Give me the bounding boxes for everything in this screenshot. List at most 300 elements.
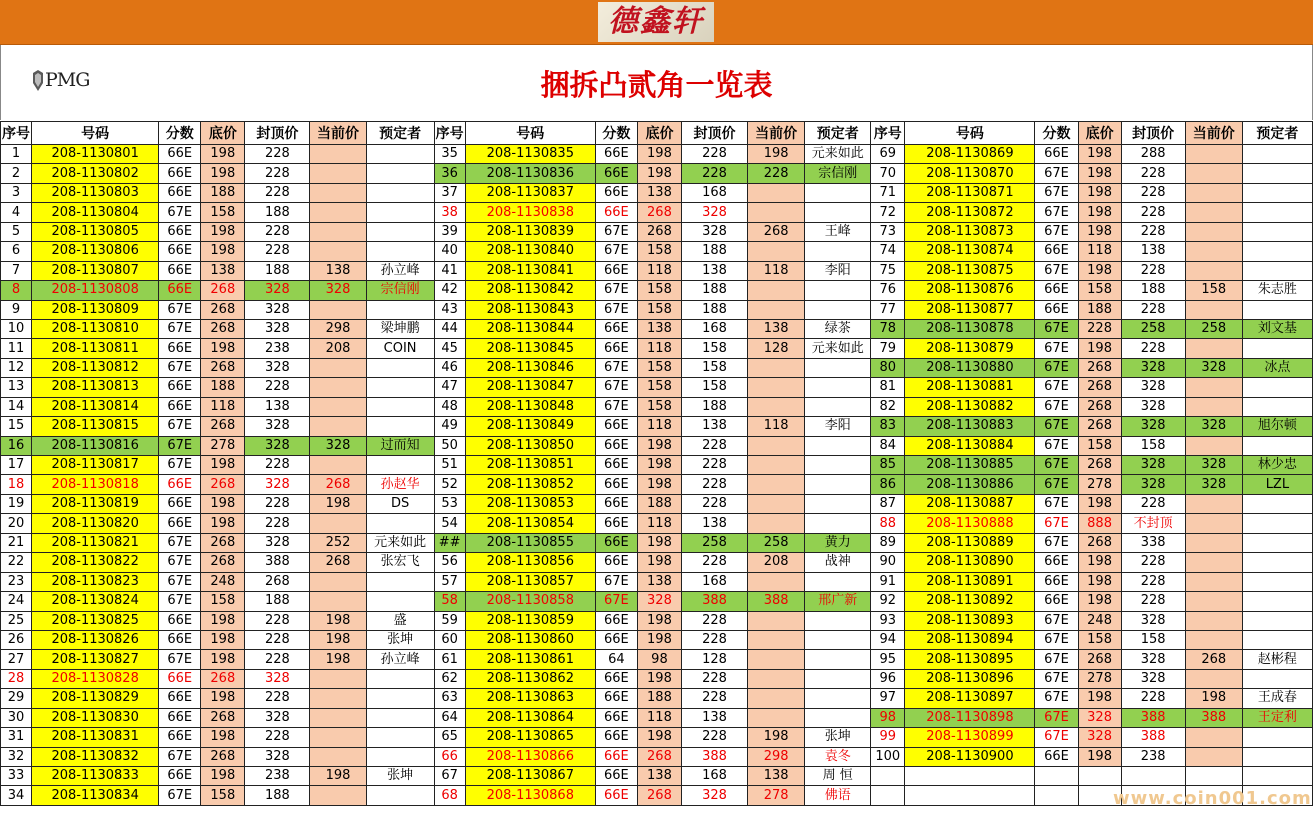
buyer-cell (1242, 436, 1312, 455)
code-cell: 208-1130872 (905, 203, 1035, 222)
current-price-cell: 328 (1185, 417, 1242, 436)
code-cell: 208-1130835 (465, 145, 595, 164)
grade-cell: 67E (1035, 319, 1078, 338)
code-cell: 208-1130867 (465, 767, 595, 786)
code-cell: 208-1130852 (465, 475, 595, 494)
buyer-cell (805, 397, 871, 416)
grade-cell: 66E (1035, 553, 1078, 572)
seq-cell: 76 (871, 281, 905, 300)
buyer-cell (1242, 261, 1312, 280)
code-cell: 208-1130860 (465, 630, 595, 649)
current-price-cell (748, 475, 805, 494)
grade-cell: 67E (159, 553, 201, 572)
seq-cell: 44 (434, 319, 465, 338)
grade-cell: 66E (1035, 300, 1078, 319)
current-price-cell: 252 (310, 533, 366, 552)
grade-cell: 67E (159, 358, 201, 377)
code-cell: 208-1130869 (905, 145, 1035, 164)
cap-price-cell: 228 (681, 164, 747, 183)
seq-cell: 73 (871, 222, 905, 241)
cap-price-cell: 328 (681, 786, 747, 805)
buyer-cell: 赵彬程 (1242, 650, 1312, 669)
grade-cell: 67E (595, 378, 637, 397)
grade-cell: 66E (595, 183, 637, 202)
header-buyer: 预定者 (366, 122, 434, 145)
code-cell: 208-1130865 (465, 728, 595, 747)
cap-price-cell: 158 (1121, 630, 1185, 649)
floor-price-cell: 198 (201, 164, 245, 183)
buyer-cell: 梁坤鹏 (366, 319, 434, 338)
seq-cell: 13 (1, 378, 32, 397)
code-cell: 208-1130881 (905, 378, 1035, 397)
buyer-cell (805, 378, 871, 397)
code-cell: 208-1130898 (905, 708, 1035, 727)
current-price-cell (1185, 572, 1242, 591)
code-cell: 208-1130889 (905, 533, 1035, 552)
seq-cell: 49 (434, 417, 465, 436)
code-cell: 208-1130843 (465, 300, 595, 319)
cap-price-cell: 228 (245, 183, 310, 202)
grade-cell: 67E (159, 417, 201, 436)
cap-price-cell: 228 (681, 456, 747, 475)
current-price-cell (1185, 669, 1242, 688)
table-row (1, 630, 1313, 649)
current-price-cell: 208 (310, 339, 366, 358)
buyer-cell: 王成春 (1242, 689, 1312, 708)
buyer-cell: DS (366, 494, 434, 513)
code-cell: 208-1130893 (905, 611, 1035, 630)
cap-price-cell: 328 (1121, 650, 1185, 669)
cap-price-cell: 128 (681, 650, 747, 669)
grade-cell: 66E (595, 669, 637, 688)
grade-cell: 67E (1035, 514, 1078, 533)
floor-price-cell: 138 (201, 261, 245, 280)
buyer-cell (805, 436, 871, 455)
table-row (1, 475, 1313, 494)
cap-price-cell: 328 (1121, 358, 1185, 377)
code-cell: 208-1130849 (465, 417, 595, 436)
current-price-cell (748, 611, 805, 630)
current-price-cell (1185, 514, 1242, 533)
code-cell: 208-1130851 (465, 456, 595, 475)
cap-price-cell: 388 (681, 592, 747, 611)
seq-cell: 23 (1, 572, 32, 591)
buyer-cell (805, 300, 871, 319)
cap-price-cell: 228 (681, 475, 747, 494)
price-list-table (0, 121, 1313, 806)
buyer-cell: 袁冬 (805, 747, 871, 766)
table-row (1, 339, 1313, 358)
cap-price-cell: 328 (245, 358, 310, 377)
current-price-cell (310, 417, 366, 436)
seq-cell: 20 (1, 514, 32, 533)
code-cell: 208-1130816 (32, 436, 159, 455)
floor-price-cell: 138 (637, 767, 681, 786)
cap-price-cell: 228 (1121, 203, 1185, 222)
seq-cell: 34 (1, 786, 32, 805)
floor-price-cell: 268 (201, 319, 245, 338)
seq-cell: 45 (434, 339, 465, 358)
floor-price-cell: 138 (637, 572, 681, 591)
current-price-cell (1185, 145, 1242, 164)
table-row (1, 669, 1313, 688)
buyer-cell (805, 689, 871, 708)
buyer-cell: 佛语 (805, 786, 871, 805)
grade-cell: 67E (595, 300, 637, 319)
seq-cell: 11 (1, 339, 32, 358)
seq-cell: 41 (434, 261, 465, 280)
floor-price-cell: 138 (637, 319, 681, 338)
buyer-cell (1242, 164, 1312, 183)
grade-cell: 67E (1035, 203, 1078, 222)
current-price-cell (310, 378, 366, 397)
table-row (1, 242, 1313, 261)
table-row (1, 708, 1313, 727)
code-cell: 208-1130853 (465, 494, 595, 513)
buyer-cell (805, 630, 871, 649)
cap-price-cell: 238 (1121, 747, 1185, 766)
seq-cell: 47 (434, 378, 465, 397)
cap-price-cell: 228 (681, 669, 747, 688)
buyer-cell (366, 145, 434, 164)
current-price-cell (748, 436, 805, 455)
current-price-cell (1185, 592, 1242, 611)
cap-price-cell: 228 (245, 242, 310, 261)
current-price-cell (310, 203, 366, 222)
seq-cell: 79 (871, 339, 905, 358)
floor-price-cell: 158 (1078, 630, 1121, 649)
floor-price-cell: 198 (637, 553, 681, 572)
current-price-cell: 298 (748, 747, 805, 766)
code-cell: 208-1130880 (905, 358, 1035, 377)
current-price-cell: 138 (310, 261, 366, 280)
current-price-cell: 328 (1185, 475, 1242, 494)
floor-price-cell: 198 (201, 514, 245, 533)
seq-cell: 22 (1, 553, 32, 572)
current-price-cell (310, 358, 366, 377)
buyer-cell: 绿茶 (805, 319, 871, 338)
buyer-cell (366, 183, 434, 202)
seq-cell: 85 (871, 456, 905, 475)
grade-cell: 66E (159, 728, 201, 747)
grade-cell: 66E (595, 514, 637, 533)
cap-price-cell: 228 (681, 630, 747, 649)
floor-price-cell: 198 (637, 436, 681, 455)
floor-price-cell: 278 (1078, 669, 1121, 688)
current-price-cell (748, 708, 805, 727)
cap-price-cell: 168 (681, 572, 747, 591)
cap-price-cell: 188 (681, 300, 747, 319)
code-cell: 208-1130833 (32, 767, 159, 786)
header-code: 号码 (32, 122, 159, 145)
seq-cell: 62 (434, 669, 465, 688)
cap-price-cell: 228 (681, 689, 747, 708)
grade-cell: 66E (159, 339, 201, 358)
floor-price-cell: 198 (637, 145, 681, 164)
floor-price-cell: 118 (637, 261, 681, 280)
seq-cell: 58 (434, 592, 465, 611)
grade-cell: 67E (159, 650, 201, 669)
cap-price-cell: 228 (1121, 572, 1185, 591)
grade-cell: 66E (595, 164, 637, 183)
seq-cell: 92 (871, 592, 905, 611)
watermark: www.coin001.com (1113, 788, 1312, 809)
cap-price-cell: 328 (1121, 611, 1185, 630)
grade-cell: 67E (1035, 728, 1078, 747)
buyer-cell: 宗信刚 (805, 164, 871, 183)
seq-cell: ## (434, 533, 465, 552)
seq-cell: 87 (871, 494, 905, 513)
current-price-cell (1185, 494, 1242, 513)
floor-price-cell: 158 (637, 358, 681, 377)
cap-price-cell: 328 (245, 319, 310, 338)
header-floor-price: 底价 (201, 122, 245, 145)
table-row (1, 183, 1313, 202)
header-current-price: 当前价 (748, 122, 805, 145)
code-cell: 208-1130824 (32, 592, 159, 611)
grade-cell: 66E (595, 436, 637, 455)
current-price-cell (748, 203, 805, 222)
floor-price-cell: 278 (1078, 475, 1121, 494)
header-current-price: 当前价 (1185, 122, 1242, 145)
grade-cell: 66E (1035, 592, 1078, 611)
cap-price-cell: 158 (1121, 436, 1185, 455)
current-price-cell (310, 747, 366, 766)
grade-cell: 67E (159, 592, 201, 611)
seq-cell: 5 (1, 222, 32, 241)
cap-price-cell: 288 (1121, 145, 1185, 164)
buyer-cell (1242, 747, 1312, 766)
floor-price-cell: 198 (637, 475, 681, 494)
current-price-cell (748, 183, 805, 202)
code-cell: 208-1130815 (32, 417, 159, 436)
cap-price-cell: 228 (245, 222, 310, 241)
grade-cell: 67E (1035, 222, 1078, 241)
floor-price-cell: 268 (1078, 533, 1121, 552)
code-cell: 208-1130846 (465, 358, 595, 377)
grade-cell: 67E (1035, 650, 1078, 669)
floor-price-cell: 158 (201, 592, 245, 611)
grade-cell: 67E (1035, 164, 1078, 183)
cap-price-cell: 328 (681, 222, 747, 241)
header-code: 号码 (465, 122, 595, 145)
code-cell: 208-1130899 (905, 728, 1035, 747)
table-row (1, 145, 1313, 164)
floor-price-cell: 158 (1078, 436, 1121, 455)
current-price-cell: 198 (310, 630, 366, 649)
cap-price-cell (1121, 767, 1185, 786)
cap-price-cell: 328 (245, 533, 310, 552)
grade-cell (1035, 786, 1078, 805)
table-row (1, 436, 1313, 455)
buyer-cell (1242, 203, 1312, 222)
current-price-cell: 198 (310, 611, 366, 630)
current-price-cell: 328 (310, 436, 366, 455)
floor-price-cell: 138 (637, 183, 681, 202)
page-title: 捆拆凸贰角一览表 (540, 68, 773, 102)
floor-price-cell: 198 (1078, 339, 1121, 358)
grade-cell: 66E (1035, 281, 1078, 300)
floor-price-cell: 268 (1078, 456, 1121, 475)
code-cell: 208-1130818 (32, 475, 159, 494)
current-price-cell (1185, 436, 1242, 455)
cap-price-cell: 388 (1121, 728, 1185, 747)
header-floor-price: 底价 (637, 122, 681, 145)
code-cell: 208-1130801 (32, 145, 159, 164)
buyer-cell (366, 708, 434, 727)
cap-price-cell: 228 (1121, 553, 1185, 572)
buyer-cell (1242, 592, 1312, 611)
cap-price-cell: 138 (245, 397, 310, 416)
grade-cell: 67E (1035, 339, 1078, 358)
grade-cell: 64 (595, 650, 637, 669)
seq-cell: 42 (434, 281, 465, 300)
floor-price-cell: 268 (201, 358, 245, 377)
floor-price-cell: 268 (201, 417, 245, 436)
code-cell: 208-1130882 (905, 397, 1035, 416)
current-price-cell (1185, 728, 1242, 747)
grade-cell: 66E (595, 261, 637, 280)
buyer-cell (1242, 145, 1312, 164)
code-cell: 208-1130890 (905, 553, 1035, 572)
cap-price-cell: 188 (681, 281, 747, 300)
grade-cell: 66E (159, 164, 201, 183)
brand-name: 德鑫轩 (598, 2, 714, 42)
header-cap-price: 封顶价 (1121, 122, 1185, 145)
floor-price-cell: 118 (637, 708, 681, 727)
buyer-cell (366, 222, 434, 241)
header-buyer: 预定者 (805, 122, 871, 145)
grade-cell: 66E (159, 242, 201, 261)
floor-price-cell: 268 (637, 222, 681, 241)
current-price-cell: 268 (310, 475, 366, 494)
seq-cell: 38 (434, 203, 465, 222)
seq-cell (871, 786, 905, 805)
floor-price-cell: 198 (201, 689, 245, 708)
grade-cell: 66E (595, 630, 637, 649)
current-price-cell: 388 (1185, 708, 1242, 727)
cap-price-cell: 228 (245, 689, 310, 708)
buyer-cell: 王定利 (1242, 708, 1312, 727)
seq-cell: 2 (1, 164, 32, 183)
seq-cell: 32 (1, 747, 32, 766)
grade-cell: 66E (595, 417, 637, 436)
table-row (1, 533, 1313, 552)
cap-price-cell: 168 (681, 767, 747, 786)
seq-cell: 12 (1, 358, 32, 377)
cap-price-cell: 388 (245, 553, 310, 572)
table-row (1, 728, 1313, 747)
buyer-cell: 李阳 (805, 261, 871, 280)
floor-price-cell: 268 (637, 747, 681, 766)
buyer-cell: LZL (1242, 475, 1312, 494)
seq-cell: 18 (1, 475, 32, 494)
current-price-cell (1185, 533, 1242, 552)
cap-price-cell: 268 (245, 572, 310, 591)
current-price-cell: 198 (748, 145, 805, 164)
code-cell: 208-1130831 (32, 728, 159, 747)
buyer-cell (805, 475, 871, 494)
grade-cell: 67E (1035, 630, 1078, 649)
grade-cell: 67E (1035, 611, 1078, 630)
current-price-cell (1185, 242, 1242, 261)
seq-cell: 91 (871, 572, 905, 591)
table-row (1, 261, 1313, 280)
cap-price-cell: 188 (245, 786, 310, 805)
grade-cell: 66E (159, 514, 201, 533)
code-cell: 208-1130883 (905, 417, 1035, 436)
floor-price-cell (1078, 767, 1121, 786)
buyer-cell (1242, 222, 1312, 241)
code-cell: 208-1130877 (905, 300, 1035, 319)
floor-price-cell: 198 (201, 630, 245, 649)
floor-price-cell: 198 (201, 242, 245, 261)
seq-cell: 61 (434, 650, 465, 669)
buyer-cell: COIN (366, 339, 434, 358)
seq-cell: 25 (1, 611, 32, 630)
code-cell: 208-1130874 (905, 242, 1035, 261)
seq-cell: 48 (434, 397, 465, 416)
grade-cell: 66E (595, 553, 637, 572)
grade-cell: 66E (159, 145, 201, 164)
floor-price-cell: 268 (637, 203, 681, 222)
floor-price-cell: 198 (201, 728, 245, 747)
floor-price-cell: 118 (637, 514, 681, 533)
code-cell: 208-1130856 (465, 553, 595, 572)
grade-cell: 67E (595, 281, 637, 300)
buyer-cell (366, 747, 434, 766)
seq-cell: 100 (871, 747, 905, 766)
buyer-cell (1242, 533, 1312, 552)
floor-price-cell: 198 (637, 456, 681, 475)
code-cell: 208-1130811 (32, 339, 159, 358)
seq-cell: 31 (1, 728, 32, 747)
grade-cell: 67E (595, 397, 637, 416)
seq-cell: 36 (434, 164, 465, 183)
code-cell: 208-1130868 (465, 786, 595, 805)
buyer-cell (1242, 300, 1312, 319)
code-cell: 208-1130857 (465, 572, 595, 591)
current-price-cell: 328 (1185, 456, 1242, 475)
floor-price-cell: 198 (637, 630, 681, 649)
seq-cell: 39 (434, 222, 465, 241)
cap-price-cell: 258 (681, 533, 747, 552)
seq-cell: 16 (1, 436, 32, 455)
table-row (1, 397, 1313, 416)
current-price-cell: 198 (1185, 689, 1242, 708)
cap-price-cell: 188 (245, 261, 310, 280)
grade-cell: 66E (595, 708, 637, 727)
seq-cell: 29 (1, 689, 32, 708)
table-body (1, 145, 1313, 806)
code-cell: 208-1130873 (905, 222, 1035, 241)
cap-price-cell: 228 (1121, 300, 1185, 319)
code-cell: 208-1130862 (465, 669, 595, 688)
buyer-cell (1242, 242, 1312, 261)
seq-cell: 50 (434, 436, 465, 455)
floor-price-cell: 888 (1078, 514, 1121, 533)
buyer-cell (366, 164, 434, 183)
cap-price-cell: 158 (681, 358, 747, 377)
grade-cell: 66E (595, 145, 637, 164)
floor-price-cell: 268 (201, 553, 245, 572)
floor-price-cell: 198 (637, 728, 681, 747)
current-price-cell (1185, 611, 1242, 630)
current-price-cell (310, 708, 366, 727)
current-price-cell (310, 397, 366, 416)
current-price-cell (748, 630, 805, 649)
floor-price-cell: 198 (201, 145, 245, 164)
